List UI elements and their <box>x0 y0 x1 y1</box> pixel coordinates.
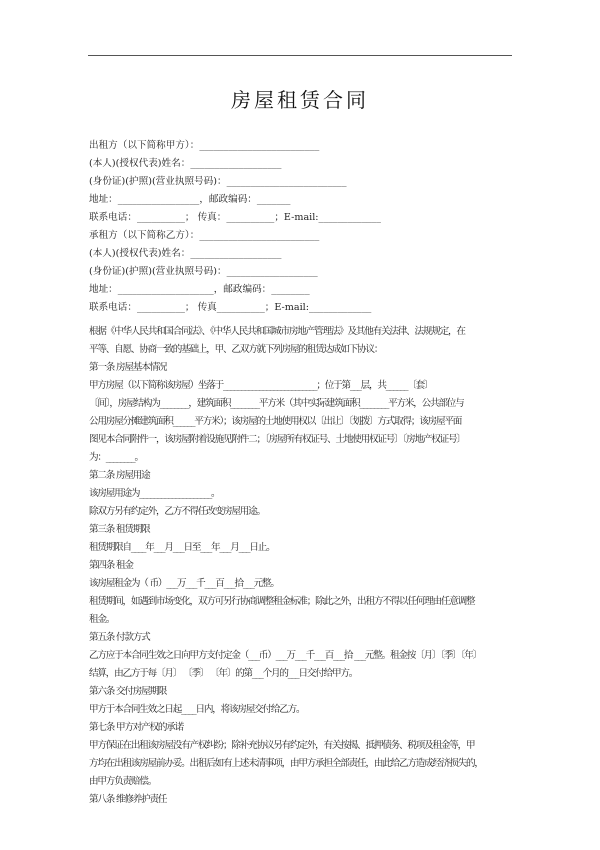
lessee-name-line: (本人)(授权代表)姓名：___________________ <box>89 248 282 259</box>
article-text: 〔间〕，房屋结构为________，建筑面积________平方米（其中实际建筑面积________平方米，公共部位与 <box>89 398 464 409</box>
lessee-contact-line: 联系电话：__________； 传真__________；E-mail:_____________ <box>89 302 372 313</box>
article-heading: 第七条 甲方对产权的承诺 <box>89 722 183 733</box>
article-text: 租赁期间，如遇到市场变化，双方可另行协商调整租金标准；除此之外，出租方不得以任何理由任意调整 <box>89 596 475 607</box>
article-heading: 第三条 租赁期限 <box>89 524 150 535</box>
article-heading: 第五条 付款方式 <box>89 632 150 643</box>
lessor-name-line: (本人)(授权代表)姓名：___________________ <box>89 158 282 169</box>
article-text: 甲方房屋（以下简称该房屋）坐落于__________________________；位于第___层，共______〔套〕 <box>89 380 433 391</box>
lessee-id-line: (身份证)(护照)(营业执照号码)：___________________ <box>89 266 318 277</box>
preamble-line: 根据《中华人民共和国合同法》、《中华人民共和国城市房地产管理法》及其他有关法律、法规规定，在 <box>89 326 465 337</box>
article-heading: 第八条 维修养护责任 <box>89 794 167 805</box>
header-rule <box>88 55 512 56</box>
article-text: 方均在出租该房屋前办妥。出租后如有上述未清事项，由甲方承担全部责任，由此给乙方造成经济损失的， <box>89 758 483 769</box>
lessee-line: 承租方（以下简称乙方）：_________________________ <box>89 230 320 241</box>
article-heading: 第一条 房屋基本情况 <box>89 362 167 373</box>
lessor-line: 出租方（以下简称甲方）：_________________________ <box>89 140 320 151</box>
article-text: 租金。 <box>89 614 115 625</box>
article-text: 图见本合同附件一，该房屋附着设施见附件二；〔房屋所有权证号、土地使用权证号〕〔房地产权证号〕 <box>89 434 465 445</box>
document-title: 房屋租赁合同 <box>231 88 369 112</box>
article-heading: 第四条 租金 <box>89 560 133 571</box>
article-text: 为：________。 <box>89 452 143 463</box>
article-text: 公用房屋分摊建筑面积______平方米）；该房屋的土地使用权以〔出让〕〔划拨〕方式取得；该房屋平面 <box>89 416 462 427</box>
article-text: 甲方于本合同生效之日起____日内，将该房屋交付给乙方。 <box>89 704 305 715</box>
article-text: 该房屋用途为____________________。 <box>89 488 220 499</box>
article-heading: 第二条 房屋用途 <box>89 470 150 481</box>
article-text: 甲方保证在出租该房屋没有产权纠纷；除补充协议另有约定外，有关按揭、抵押债务、税项及租金等，甲 <box>89 740 475 751</box>
article-text: 租赁期限自____年___月___日至___年___月___日止。 <box>89 542 275 553</box>
preamble-line: 平等、自愿、协商一致的基础上，甲、乙双方就下列房屋的租赁达成如下协议： <box>89 344 383 355</box>
article-text: 由甲方负责赔偿。 <box>89 776 157 787</box>
article-text: 乙方应于本合同生效之日向甲方支付定金（___币）___万___千___百___拾 ___元整。租金按〔月〕〔季〕〔年〕 <box>89 650 481 661</box>
article-heading: 第六条 交付房屋期限 <box>89 686 167 697</box>
article-text: 该房屋租金为（ 币）___万___千___百___拾___元整。 <box>89 578 279 589</box>
lessor-address-line: 地址：_________________，邮政编码：_______ <box>89 194 291 205</box>
article-text: 结算，由乙方于每〔月〕 〔季〕 〔年〕的第___个月的___日交付给甲方。 <box>89 668 358 679</box>
article-text: 除双方另有约定外，乙方不得任改变房屋用途。 <box>89 506 265 517</box>
lessor-contact-line: 联系电话：__________； 传真：__________；E-mail:_____________ <box>89 212 381 223</box>
lessee-address-line: 地址：____________________，邮政编码：________ <box>89 284 310 295</box>
lessor-id-line: (身份证)(护照)(营业执照号码)：_________________________ <box>89 176 347 187</box>
